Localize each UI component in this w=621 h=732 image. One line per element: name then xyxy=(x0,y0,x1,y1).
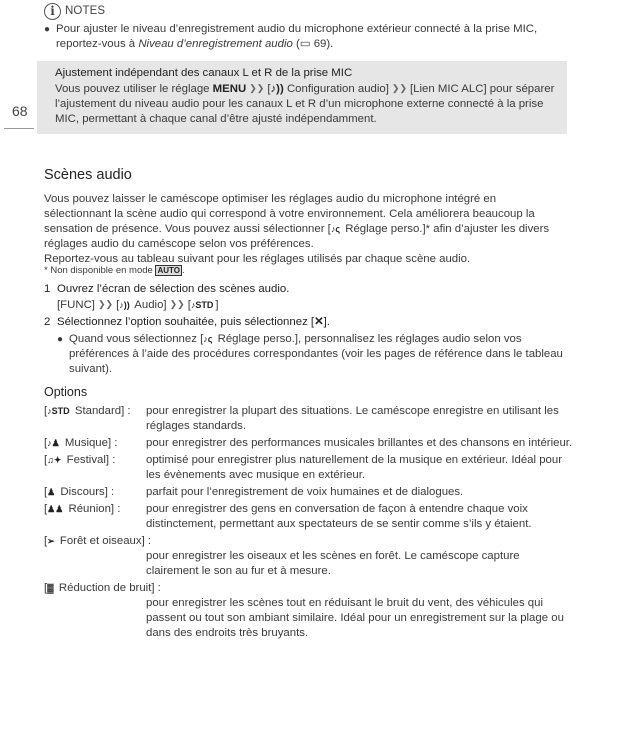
audio-menu-ref: Audio] xyxy=(134,299,167,311)
standard-scene-icon: ♪STD xyxy=(47,406,70,416)
option-festival xyxy=(44,453,574,483)
notes-label: NOTES xyxy=(65,5,106,17)
arrow-icon: ❯❯ xyxy=(391,83,408,93)
bullet-text: Quand vous sélectionnez [ xyxy=(69,333,204,345)
option-label-text: Festival] : xyxy=(66,454,116,466)
step-2 xyxy=(44,315,584,330)
custom-setting-icon: ♪ς xyxy=(330,224,341,234)
option-forest-birds xyxy=(44,534,574,579)
step-number: 2 xyxy=(44,316,51,328)
tip-text-rest: séparer l’ajustement du niveau audio pour les canaux L et R d’un microphone externe connecté à la prise MIC, permettant à chaque canal d’être ajusté indépendamment. xyxy=(55,83,555,125)
option-description: parfait pour l’enregistrement de voix humaines et de dialogues. xyxy=(146,486,464,498)
standard-scene-icon: ♪STD xyxy=(190,300,214,310)
auto-mode-icon: AUTO xyxy=(157,266,180,275)
cross-reference-link[interactable]: Niveau d’enregistrement audio xyxy=(138,38,293,50)
step-1-path: [FUNC] ❯❯ [♪)) Audio] ❯❯ [♪STD ] xyxy=(57,299,219,311)
step-bullet-text xyxy=(69,332,567,377)
menu-item-mic-alc-link: [Lien MIC ALC] pour xyxy=(410,83,513,95)
option-label-text: Forêt et oiseaux] : xyxy=(59,535,152,547)
tip-title: Ajustement indépendant des canaux L et R de la prise MIC xyxy=(55,67,353,79)
option-label-text: Discours] : xyxy=(60,486,115,498)
intro-text-after: Réglage perso.]* afin d’ajuster les divers réglages audio du caméscope selon vos préférences. xyxy=(44,223,550,250)
meeting-scene-icon: ♟♟ xyxy=(47,504,64,514)
option-label: [♪STD Standard] : xyxy=(44,405,131,417)
noise-reduction-scene-icon: ▓ xyxy=(47,583,54,593)
option-label: [♟ Discours] : xyxy=(44,486,115,498)
page-number: 68 xyxy=(12,103,28,119)
option-label-text: Musique] : xyxy=(64,437,118,449)
option-music xyxy=(44,436,574,451)
page-number-rule xyxy=(4,128,34,129)
notes-text: Pour ajuster le niveau d’enregistrement audio du microphone extérieur connecté à la prise MIC, reportez-vous à xyxy=(56,23,538,50)
footnote-end: . xyxy=(181,265,185,276)
festival-scene-icon: ♫✦ xyxy=(47,455,62,465)
speech-scene-icon: ♟ xyxy=(47,487,56,497)
notes-bullet xyxy=(44,22,564,52)
option-standard xyxy=(44,404,574,434)
step-text-before: Sélectionnez l’option souhaitée, puis sélectionnez [ xyxy=(57,316,315,328)
step-text: Ouvrez l’écran de sélection des scènes audio. xyxy=(57,283,290,295)
option-noise-reduction xyxy=(44,581,574,641)
bullet-text-after: Réglage perso.], personnalisez les réglages audio selon vos préférences à l’aide des procédures correspondantes (voir les pages de référence dans le tableau suivant). xyxy=(69,333,563,375)
option-label: [▓ Réduction de bruit] : xyxy=(44,582,161,594)
step-number: 1 xyxy=(44,283,51,295)
audio-icon: ♪)) xyxy=(119,300,130,310)
step-1 xyxy=(44,282,584,297)
footnote-text: * Non disponible en mode xyxy=(44,265,156,276)
option-description: pour enregistrer les scènes tout en réduisant le bruit du vent, des véhicules qui passent ou tout son ambiant similaire. Idéal pour un enregistrement sur la plage ou dans des endroits très bruyants. xyxy=(146,597,564,639)
option-speech xyxy=(44,485,574,500)
option-description: pour enregistrer des gens en conversation de façon à entendre chaque voix distinctement, permettant aux spectateurs de se sentir comme s’ils y étaient. xyxy=(146,503,532,530)
option-description: pour enregistrer les oiseaux et les scènes en forêt. Le caméscope capture clairement le son au fur et à mesure. xyxy=(146,550,520,577)
option-label-text: Standard] : xyxy=(74,405,131,417)
option-label: [♟♟ Réunion] : xyxy=(44,503,121,515)
close-icon: ✕ xyxy=(314,316,324,328)
option-label-text: Réduction de bruit] : xyxy=(58,582,161,594)
arrow-icon: ❯❯ xyxy=(169,299,185,309)
options-list xyxy=(44,404,574,643)
option-label: [♫✦ Festival] : xyxy=(44,454,116,466)
custom-setting-icon: ♪ς xyxy=(203,334,213,344)
menu-keyword: MENU xyxy=(212,83,247,95)
option-description: pour enregistrer la plupart des situations. Le caméscope enregistre en utilisant les réglages standards. xyxy=(146,405,559,432)
option-description: optimisé pour enregistrer plus naturellement de la musique en extérieur. Idéal pour les évènements avec musique en extérieur. xyxy=(146,454,562,481)
music-scene-icon: ♪♟ xyxy=(47,438,60,448)
intro-paragraph xyxy=(44,192,564,252)
option-label: [♪♟ Musique] : xyxy=(44,437,118,449)
option-label: [➢ Forêt et oiseaux] : xyxy=(44,535,152,547)
intro-text: Vous pouvez laisser le caméscope optimiser les réglages audio du microphone intégré en sélectionnant la scène audio qui correspond à votre environnement. Cela améliorera beaucoup la sensation de présence. Vous pouvez aussi sélectionner [ xyxy=(44,193,535,235)
steps-list xyxy=(44,282,584,377)
notes-header xyxy=(44,3,105,20)
func-button-ref: [FUNC] xyxy=(57,299,95,311)
intro-paragraph-2: Reportez-vous au tableau suivant pour les réglages utilisés par chaque scène audio. xyxy=(44,253,471,265)
tip-text: Vous pouvez utiliser le réglage xyxy=(55,83,213,95)
option-description: pour enregistrer des performances musicales brillantes et des chansons en intérieur. xyxy=(146,437,573,449)
arrow-icon: ❯❯ xyxy=(249,83,265,93)
arrow-icon: ❯❯ xyxy=(97,299,114,309)
step-2-bullet xyxy=(57,332,567,377)
page-ref: (▭ 69). xyxy=(292,38,334,50)
section-title: Scènes audio xyxy=(44,167,132,183)
menu-item-audio-config: Configuration audio] xyxy=(286,83,389,95)
step-text-after: ]. xyxy=(323,316,330,328)
info-icon: i xyxy=(44,3,61,20)
options-title: Options xyxy=(44,385,88,399)
section-intro xyxy=(44,192,564,267)
option-label-text: Réunion] : xyxy=(68,503,121,515)
audio-config-icon: ♪)) xyxy=(270,83,284,95)
notes-bullet-text xyxy=(56,22,564,52)
footnote xyxy=(44,265,185,277)
option-meeting xyxy=(44,502,574,532)
tip-body: Vous pouvez utiliser le réglage MENU ❯❯ [♪)) Configuration audio] ❯❯ [Lien MIC ALC] pour séparer l’ajustement du niveau audio pour les canaux L et R d’un microphone externe connecté à la prise MIC, permettant à chaque canal d’être ajusté indépendamment. xyxy=(55,83,555,125)
forest-birds-scene-icon: ➢ xyxy=(47,536,55,546)
tip-box xyxy=(37,61,567,134)
bullet-icon: ● xyxy=(57,334,64,345)
step-text xyxy=(57,315,330,330)
bullet-icon: ● xyxy=(44,24,51,35)
